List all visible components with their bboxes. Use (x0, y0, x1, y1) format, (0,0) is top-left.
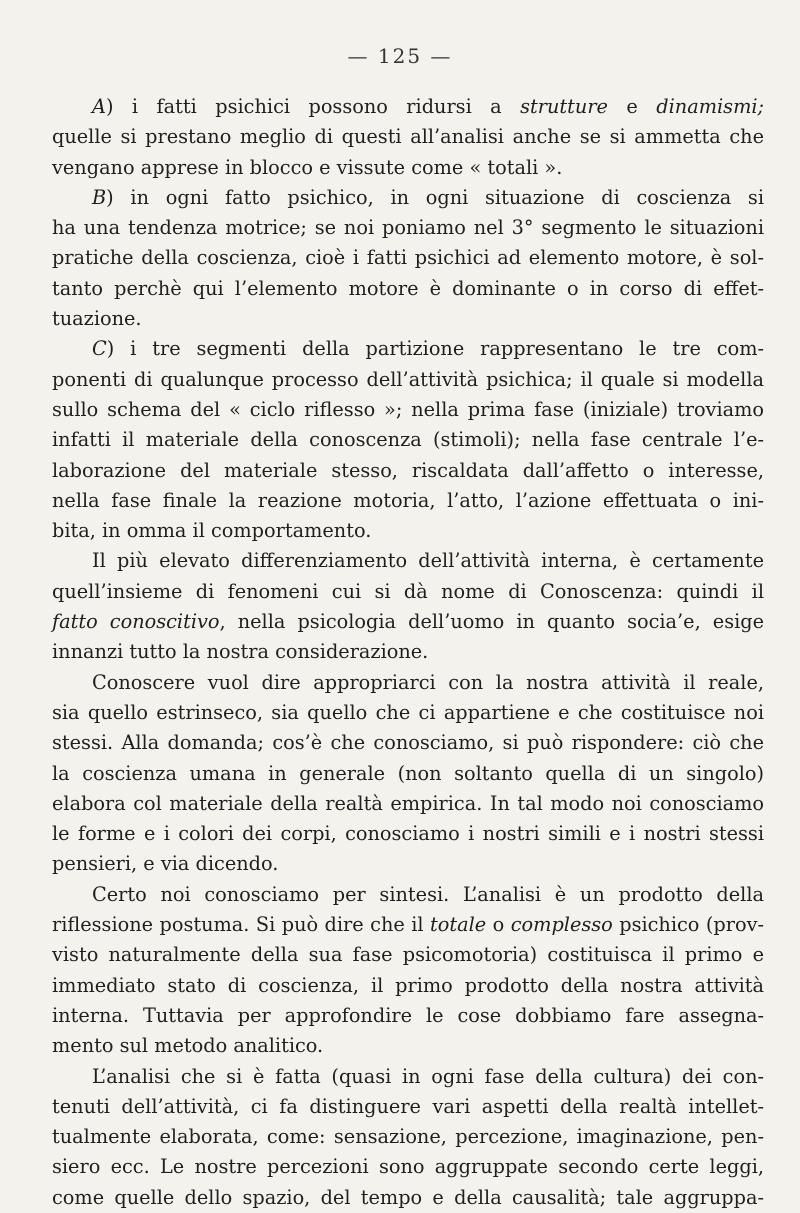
italic-text: A (92, 95, 106, 118)
italic-text: dinamismi; (656, 95, 765, 118)
text-line (52, 516, 764, 546)
text-line (52, 213, 764, 243)
italic-text: strutture (520, 95, 608, 118)
text-segment: psichico (prov- (612, 913, 764, 937)
text-line (52, 880, 764, 910)
text-line (52, 637, 764, 667)
text-segment: la coscienza umana in generale (non soltanto quella di un singolo) (52, 761, 764, 785)
body-text (52, 92, 764, 1213)
text-line (52, 1001, 764, 1031)
text-line (52, 92, 764, 122)
text-segment: bita, in omma il comportamento. (52, 519, 372, 543)
text-segment: quelle si prestano meglio di questi all’analisi anche se si ammetta che (52, 125, 764, 149)
italic-text: complesso (510, 913, 613, 937)
text-segment: ponenti di qualunque processo dell’attività psichica; il quale si modella (52, 367, 764, 391)
text-line (52, 1062, 764, 1092)
text-segment: tanto perchè qui l’elemento motore è dominante o in corso di effet- (52, 276, 764, 300)
text-segment: laborazione del materiale stesso, riscaldata dall’affetto o interesse, (52, 458, 764, 482)
text-segment: riflessione postuma. Si può dire che il (52, 913, 431, 937)
text-line (52, 183, 764, 213)
text-line (52, 971, 764, 1001)
text-segment: le forme e i colori dei corpi, conosciamo i nostri simili e i nostri stessi (52, 822, 764, 846)
text-segment: Conoscere vuol dire appropriarci con la nostra attività il reale, (92, 670, 764, 694)
text-line (52, 759, 764, 789)
text-segment: L’analisi che si è fatta (quasi in ogni fase della cultura) dei con- (92, 1064, 764, 1088)
text-line (52, 910, 764, 940)
text-segment: ) i fatti psichici possono ridursi a (105, 95, 521, 118)
text-line (52, 243, 764, 273)
text-segment: e (607, 95, 657, 118)
text-segment: Certo noi conosciamo per sintesi. L’analisi è un prodotto della (92, 882, 764, 906)
text-line (52, 1092, 764, 1122)
text-line (52, 668, 764, 698)
text-segment: vengano apprese in blocco e vissute come « totali ». (52, 155, 563, 179)
text-line (52, 1031, 764, 1061)
text-line (52, 395, 764, 425)
text-segment: visto naturalmente della sua fase psicomotoria) costituisca il primo e (52, 943, 764, 967)
text-segment: elabora col materiale della realtà empirica. In tal modo noi conosciamo (52, 791, 764, 815)
text-segment: quell’insieme di fenomeni cui si dà nome di Conoscenza: quindi il (52, 579, 764, 603)
text-segment: innanzi tutto la nostra considerazione. (52, 640, 429, 664)
text-segment: come quelle dello spazio, del tempo e della causalità; tale aggruppa- (52, 1185, 764, 1209)
page-number: — 125 — (347, 44, 453, 68)
text-segment: mento sul metodo analitico. (52, 1034, 324, 1058)
text-segment: Il più elevato differenziamento dell’attività interna, è certamente (92, 549, 764, 573)
text-segment: ) i tre segmenti della partizione rappresentano le tre com- (106, 337, 764, 361)
text-line (52, 425, 764, 455)
text-segment: sia quello estrinseco, sia quello che ci appartiene e che costituisce noi (52, 700, 764, 724)
text-segment: ) in ogni fatto psichico, in ogni situazione di coscienza si (106, 185, 764, 209)
text-line (52, 577, 764, 607)
italic-text: B (92, 185, 107, 209)
text-line (52, 819, 764, 849)
text-segment: stessi. Alla domanda; cos’è che conosciamo, si può rispondere: ciò che (52, 731, 764, 755)
text-line (52, 486, 764, 516)
italic-text: totale (430, 913, 487, 937)
text-line (52, 456, 764, 486)
text-line (52, 728, 764, 758)
text-line (52, 698, 764, 728)
text-line (52, 607, 764, 637)
text-segment: sullo schema del « ciclo riflesso »; nella prima fase (iniziale) troviamo (52, 397, 764, 421)
text-segment: tualmente elaborata, come: sensazione, percezione, imaginazione, pen- (52, 1125, 764, 1149)
text-segment: infatti il materiale della conoscenza (stimoli); nella fase centrale l’e- (52, 428, 764, 452)
text-line (52, 1152, 764, 1182)
text-line (52, 546, 764, 576)
text-line (52, 1122, 764, 1152)
text-line (52, 122, 764, 152)
text-segment: o (486, 913, 511, 937)
text-segment: siero ecc. Le nostre percezioni sono aggruppate secondo certe leggi, (52, 1155, 764, 1179)
text-segment: interna. Tuttavia per approfondire le cose dobbiamo fare assegna- (52, 1003, 764, 1027)
italic-text: fatto conoscitivo (52, 610, 220, 634)
text-segment: pensieri, e via dicendo. (52, 852, 279, 876)
text-line (52, 334, 764, 364)
text-line (52, 304, 764, 334)
italic-text: C (92, 337, 107, 361)
text-line (52, 153, 764, 183)
text-line (52, 274, 764, 304)
text-segment: immediato stato di coscienza, il primo prodotto della nostra attività (52, 973, 764, 997)
text-segment: nella fase finale la reazione motoria, l’atto, l’azione effettuata o ini- (52, 488, 764, 512)
text-segment: pratiche della coscienza, cioè i fatti psichici ad elemento motore, è sol- (52, 246, 764, 270)
text-line (52, 1183, 764, 1213)
text-line (52, 365, 764, 395)
text-segment: tuazione. (52, 307, 142, 331)
text-line (52, 940, 764, 970)
text-segment: tenuti dell’attività, ci fa distinguere vari aspetti della realtà intellet- (52, 1094, 764, 1118)
text-line (52, 849, 764, 879)
text-segment: ha una tendenza motrice; se noi poniamo nel 3° segmento le situazioni (52, 216, 764, 240)
text-segment: , nella psicologia dell’uomo in quanto socia’e, esige (219, 610, 765, 634)
text-line (52, 789, 764, 819)
